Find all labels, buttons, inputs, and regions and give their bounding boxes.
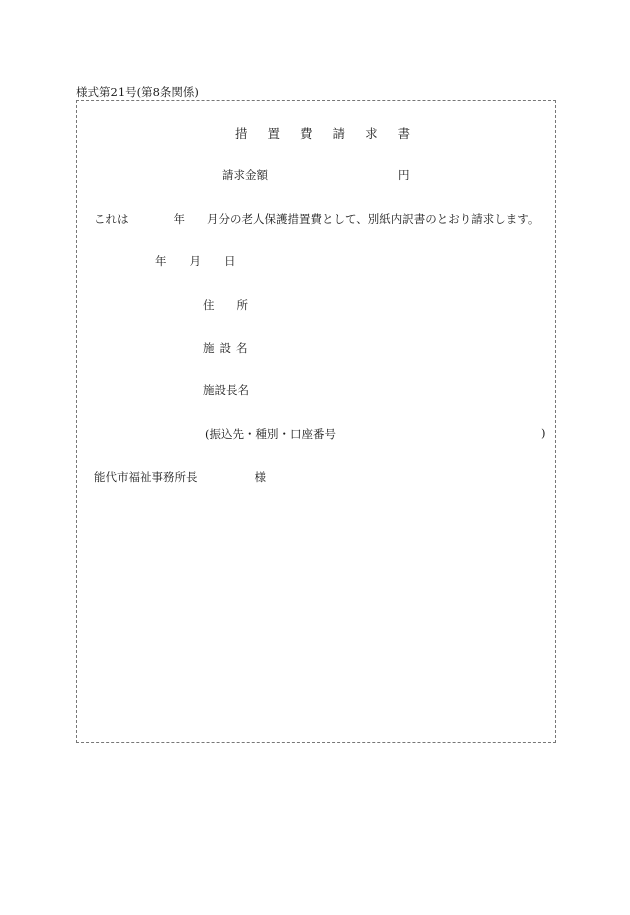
date-month: 月: [189, 254, 201, 268]
director-name-label: 施設長名: [203, 383, 249, 397]
title-char: 請: [332, 126, 346, 141]
bank-info-label: (振込先・種別・口座番号: [205, 427, 336, 441]
statement-rest: 月分の老人保護措置費として、別紙内訳書のとおり請求します。: [207, 212, 540, 226]
title-char: 書: [397, 126, 411, 141]
title-char: 置: [267, 126, 281, 141]
address-char: 所: [236, 298, 248, 312]
facility-char: 設: [219, 341, 231, 355]
addressee-honorific: 様: [254, 470, 266, 484]
request-statement: [94, 211, 539, 227]
address-label: [203, 297, 248, 313]
title-char: 措: [235, 126, 248, 141]
facility-char: 名: [236, 341, 248, 355]
bank-info-close: ): [541, 426, 546, 440]
date-line: [155, 253, 236, 269]
form-number-label: 様式第21号(第8条関係): [76, 85, 199, 99]
date-year: 年: [155, 254, 167, 268]
date-day: 日: [224, 254, 236, 268]
amount-label: 請求金額: [222, 168, 268, 182]
address-char: 住: [203, 298, 215, 312]
addressee-name: 能代市福祉事務所長: [94, 470, 198, 484]
form-frame: [76, 100, 556, 743]
title-char: 費: [300, 126, 313, 141]
addressee-line: [94, 469, 266, 485]
amount-unit: 円: [398, 168, 410, 182]
facility-name-label: [203, 340, 248, 356]
facility-char: 施: [203, 341, 215, 355]
statement-year: 年: [173, 212, 185, 226]
statement-prefix: これは: [94, 212, 129, 226]
title-char: 求: [365, 126, 378, 141]
form-title: [235, 124, 410, 142]
